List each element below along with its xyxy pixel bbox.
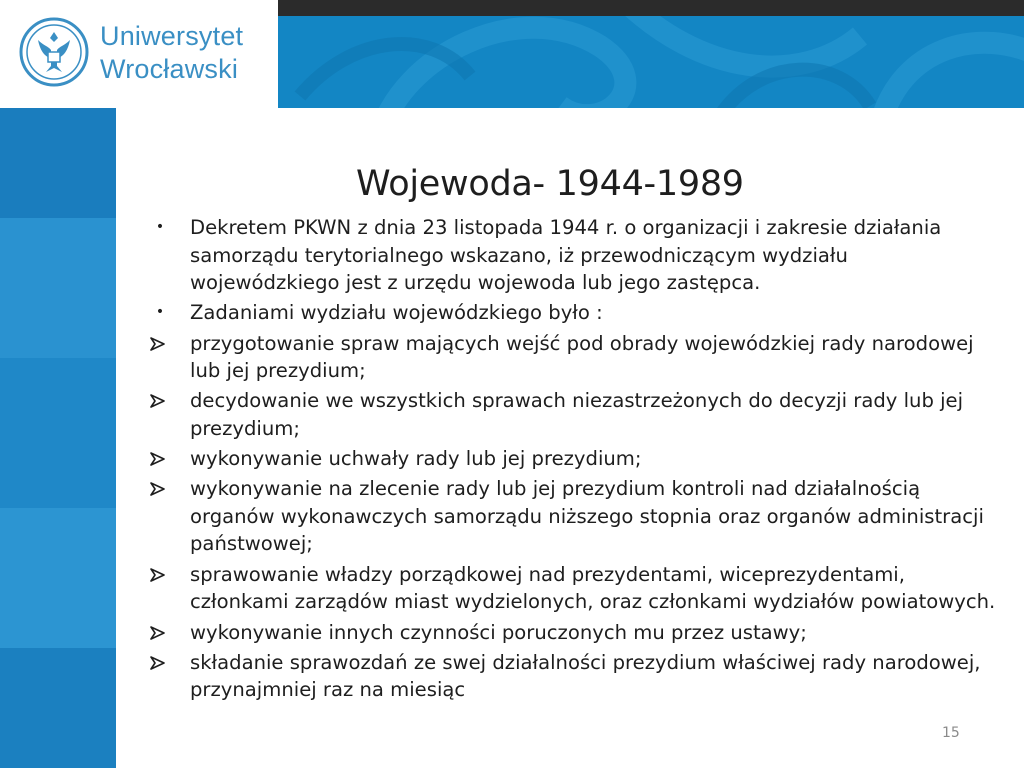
- list-item: [140, 330, 1000, 385]
- list-item-text: przygotowanie spraw mających wejść pod obrady wojewódzkiej rady narodowej lub jej prezydium;: [190, 331, 974, 383]
- list-item-text: Dekretem PKWN z dnia 23 listopada 1944 r. o organizacji i zakresie działania samorządu terytorialnego wskazano, iż przewodniczącym wydziału wojewódzkiego jest z urzędu wojewoda lub jego zastępca.: [190, 216, 942, 294]
- arrow-bullet-icon: [150, 475, 170, 496]
- list-item: [140, 475, 1000, 558]
- list-item: [140, 214, 1000, 297]
- bullet-list: [140, 214, 1000, 707]
- list-item: [140, 445, 1000, 473]
- arrow-bullet-icon: [150, 561, 170, 582]
- list-item-text: decydowanie we wszystkich sprawach niezastrzeżonych do decyzji rady lub jej prezydium;: [190, 389, 964, 440]
- list-item: [140, 387, 1000, 442]
- list-item-text: Zadaniami wydziału wojewódzkiego było :: [190, 301, 603, 325]
- university-name-line1: Uniwersytet: [100, 21, 244, 51]
- list-item: [140, 561, 1000, 616]
- list-item: [140, 649, 1000, 704]
- eagle-emblem-icon: [18, 16, 90, 88]
- page-number: 15: [942, 725, 960, 741]
- list-item-text: sprawowanie władzy porządkowej nad prezydentami, wiceprezydentami, członkami zarządów miast wydzielonych, oraz członkami wydziałów powiatowych.: [190, 562, 996, 614]
- arrow-bullet-icon: [150, 330, 170, 351]
- list-item-text: składanie sprawozdań ze swej działalności prezydium właściwej rady narodowej, przynajmniej raz na miesiąc: [190, 650, 981, 702]
- arrow-bullet-icon: [150, 649, 170, 670]
- list-item: [140, 299, 1000, 327]
- list-item: [140, 619, 1000, 647]
- university-name: [100, 20, 243, 86]
- arrow-bullet-icon: [150, 445, 170, 466]
- list-item-text: wykonywanie innych czynności poruczonych mu przez ustawy;: [190, 620, 807, 644]
- dot-bullet-icon: •: [155, 304, 165, 321]
- arrow-bullet-icon: [150, 619, 170, 640]
- dot-bullet-icon: •: [155, 219, 165, 235]
- arrow-bullet-icon: [150, 387, 170, 408]
- list-item-text: wykonywanie uchwały rady lub jej prezydium;: [190, 447, 642, 471]
- university-logo: [0, 0, 278, 108]
- left-color-band: [0, 108, 116, 768]
- list-item-text: wykonywanie na zlecenie rady lub jej prezydium kontroli nad działalnością organów wykonawczych samorządu niższego stopnia oraz organów administracji państwowej;: [190, 477, 984, 556]
- slide-title: Wojewoda- 1944-1989: [356, 164, 744, 204]
- university-name-line2: Wrocławski: [100, 54, 239, 84]
